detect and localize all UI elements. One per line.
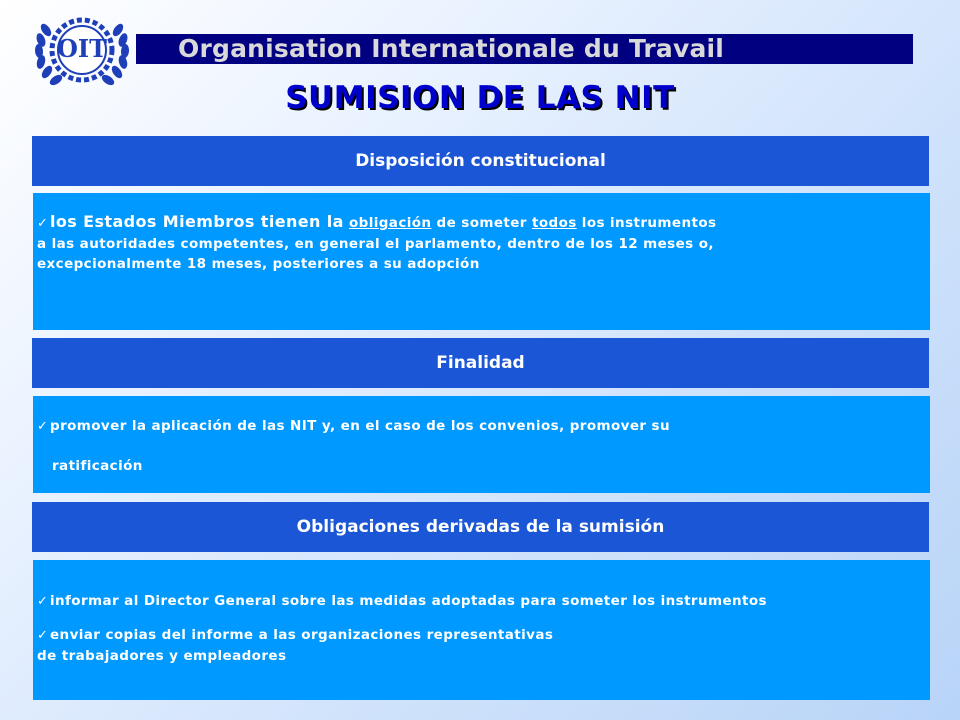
section-heading-finalidad — [32, 338, 929, 388]
bullet-obligation-line2: a las autoridades competentes, en general el parlamento, dentro de los 12 meses o, — [37, 236, 714, 252]
bullet-informar: ✓ informar al Director General sobre las medidas adoptadas para someter los instrumentos — [37, 591, 930, 612]
logo-text: OIT — [57, 34, 107, 63]
section-heading-label: Finalidad — [436, 353, 525, 373]
checkmark-icon: ✓ — [37, 594, 49, 609]
bullet-promover: ✓ promover la aplicación de las NIT y, en el caso de los convenios, promover su — [37, 416, 930, 437]
section-content-obligaciones — [33, 560, 930, 700]
organization-banner: Organisation Internationale du Travail — [136, 34, 913, 64]
checkmark-icon: ✓ — [37, 419, 49, 434]
section-heading-label: Obligaciones derivadas de la sumisión — [296, 517, 665, 537]
checkmark-icon: ✓ — [37, 216, 49, 231]
section-heading-obligaciones — [32, 502, 929, 552]
bullet-promover-line2: ratificación — [52, 458, 143, 474]
checkmark-icon: ✓ — [37, 628, 49, 643]
bullet-obligation-line3: excepcionalmente 18 meses, posteriores a su adopción — [37, 256, 480, 272]
section-heading-label: Disposición constitucional — [355, 151, 606, 171]
section-heading-disposicion — [32, 136, 929, 186]
bullet-enviar: ✓ enviar copias del informe a las organizaciones representativas — [37, 625, 930, 646]
bullet-obligation: ✓ los Estados Miembros tienen la obligación de someter todos los instrumentos — [37, 212, 930, 234]
section-content-finalidad — [33, 396, 930, 493]
bullet-enviar-line2: de trabajadores y empleadores — [37, 648, 287, 664]
slide-title: SUMISION DE LAS NIT — [285, 80, 675, 116]
section-content-disposicion — [33, 193, 930, 330]
